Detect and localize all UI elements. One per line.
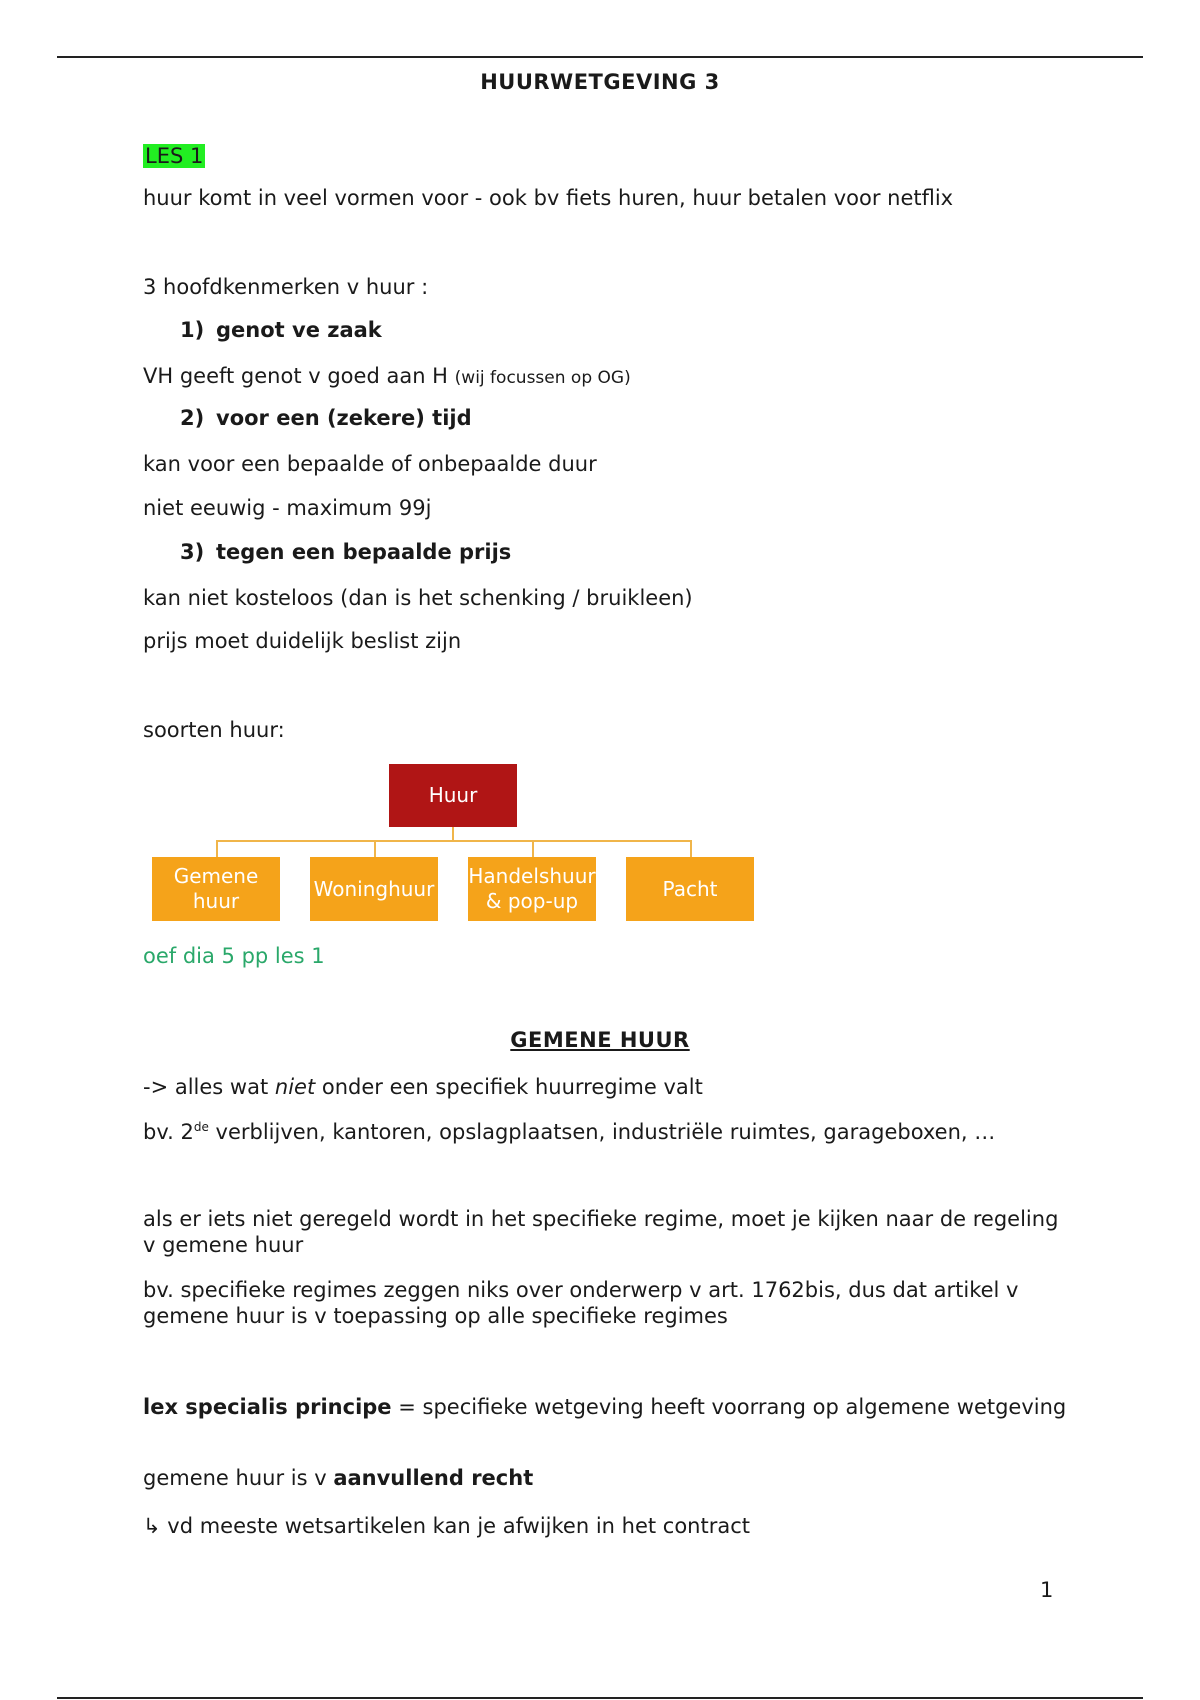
kenmerk-2-title: voor een (zekere) tijd (216, 406, 472, 430)
orgchart-connector (216, 840, 218, 857)
les-label-line (143, 142, 205, 170)
gemene-huur-para2: bv. specifieke regimes zeggen niks over onderwerp v art. 1762bis, dus dat artikel v gemene huur is v toepassing op alle specifieke regimes (143, 1278, 1019, 1328)
orgchart-connector (532, 840, 534, 857)
aanvullend-pre: gemene huur is v (143, 1466, 334, 1490)
orgchart-root-huur: Huur (389, 764, 517, 827)
soorten-huur-label: soorten huur: (143, 718, 285, 742)
line1-pre: -> alles wat (143, 1075, 275, 1099)
kenmerk-1-number: 1) (180, 318, 205, 342)
line2-post: verblijven, kantoren, opslagplaatsen, industriële ruimtes, garageboxen, … (208, 1120, 996, 1144)
bottom-rule (57, 1697, 1143, 1699)
gemene-huur-line2 (143, 1118, 995, 1146)
orgchart-connector (374, 840, 376, 857)
kenmerk-2-heading (180, 406, 472, 430)
gemene-huur-heading: GEMENE HUUR (510, 1028, 690, 1052)
gemene-huur-para1: als er iets niet geregeld wordt in het specifieke regime, moet je kijken naar de regeling v gemene huur (143, 1207, 1059, 1257)
aanvullend-recht-line (143, 1464, 533, 1492)
orgchart-child-pacht: Pacht (626, 857, 754, 921)
kenmerk-1-main: VH geeft genot v goed aan H (143, 364, 448, 388)
kenmerk-3-title: tegen een bepaalde prijs (216, 540, 512, 564)
line1-emphasis: niet (274, 1075, 316, 1099)
lex-specialis-paragraph (143, 1394, 1073, 1420)
kenmerk-2-line1: kan voor een bepaalde of onbepaalde duur (143, 452, 597, 476)
orgchart-connector (216, 840, 692, 842)
line2-pre: bv. 2 (143, 1120, 194, 1144)
top-rule (57, 56, 1143, 58)
orgchart-connector (690, 840, 692, 857)
kenmerk-3-number: 3) (180, 540, 205, 564)
oef-reference: oef dia 5 pp les 1 (143, 944, 325, 968)
aanvullend-term: aanvullend recht (333, 1466, 534, 1490)
kenmerk-1-title: genot ve zaak (216, 318, 382, 342)
lex-specialis-term: lex specialis principe (143, 1395, 392, 1419)
page-number: 1 (1040, 1578, 1054, 1602)
orgchart-child-gemene-huur: Gemene huur (152, 857, 280, 921)
kenmerk-2-line2: niet eeuwig - maximum 99j (143, 496, 432, 520)
orgchart-connector (452, 827, 454, 840)
les-label-highlight: LES 1 (145, 144, 204, 168)
kenmerk-3-line2: prijs moet duidelijk beslist zijn (143, 629, 462, 653)
orgchart-child-handelshuur: Handelshuur & pop-up (468, 857, 596, 921)
kenmerk-2-number: 2) (180, 406, 205, 430)
kenmerk-1-text (143, 362, 631, 392)
gemene-huur-line1 (143, 1073, 703, 1101)
document-title: HUURWETGEVING 3 (480, 70, 720, 94)
lex-specialis-definition: = specifieke wetgeving heeft voorrang op algemene wetgeving (391, 1395, 1067, 1419)
line2-superscript: de (193, 1120, 209, 1134)
orgchart-child-woninghuur: Woninghuur (310, 857, 438, 921)
kenmerk-1-heading (180, 318, 382, 342)
afwijken-line: ↳ vd meeste wetsartikelen kan je afwijken in het contract (143, 1514, 750, 1538)
kenmerk-3-heading (180, 540, 511, 564)
intro-text: huur komt in veel vormen voor - ook bv fiets huren, huur betalen voor netflix (143, 186, 954, 210)
hoofdkenmerken-intro: 3 hoofdkenmerken v huur : (143, 275, 429, 299)
line1-post: onder een specifiek huurregime valt (315, 1075, 703, 1099)
kenmerk-1-note: (wij focussen op OG) (454, 368, 631, 388)
kenmerk-3-line1: kan niet kosteloos (dan is het schenking / bruikleen) (143, 586, 693, 610)
